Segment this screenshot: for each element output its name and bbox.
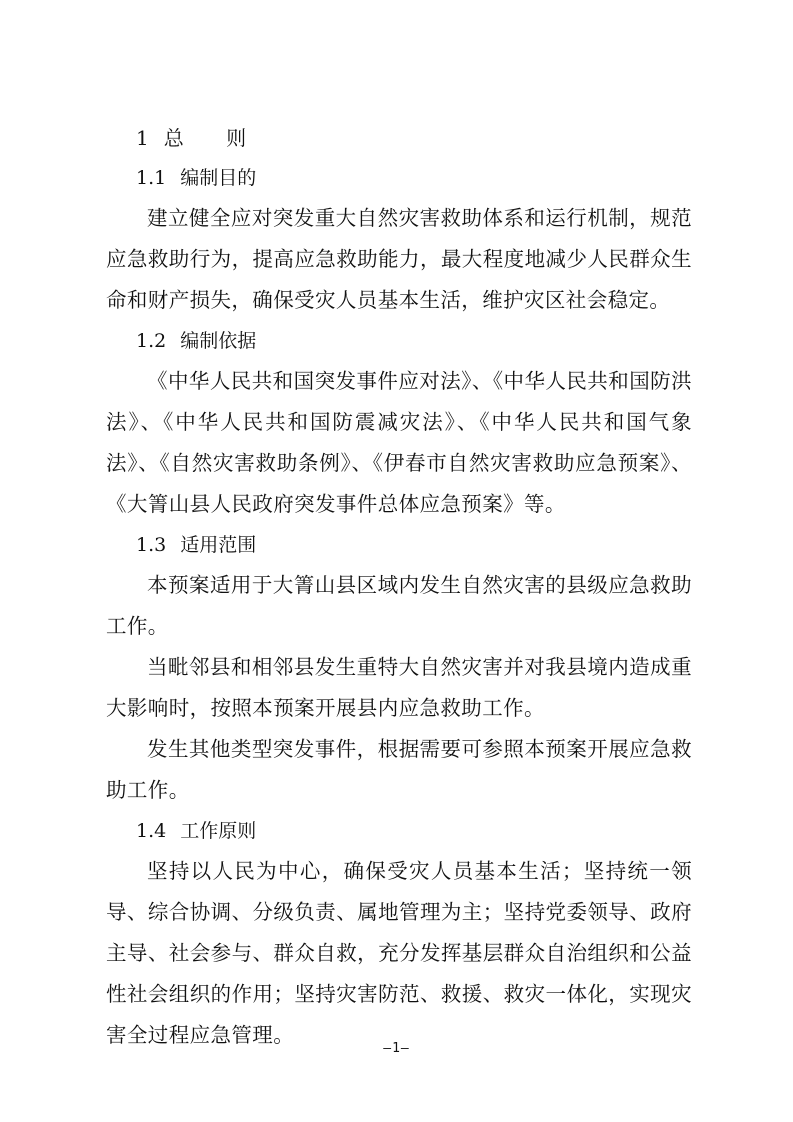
- subsection-heading-1-3: [106, 525, 692, 565]
- paragraph-purpose: 建立健全应对突发重大自然灾害救助体系和运行机制，规范应急救助行为，提高应急救助能力，最大程度地减少人民群众生命和财产损失，确保受灾人员基本生活，维护灾区社会稳定。: [106, 206, 692, 312]
- section-title: 总 则: [163, 126, 265, 150]
- paragraph-principles: 坚持以人民为中心，确保受灾人员基本生活；坚持统一领导、综合协调、分级负责、属地管理为主；坚持党委领导、政府主导、社会参与、群众自救，充分发挥基层群众自治组织和公益性社会组织的作用；坚持灾害防范、救援、救灾一体化，实现灾害全过程应急管理。: [106, 859, 692, 1047]
- subsection-number: 1.1: [136, 167, 167, 189]
- subsection-title: 编制依据: [180, 330, 257, 352]
- document-body: [106, 118, 692, 1056]
- subsection-title: 工作原则: [180, 820, 257, 842]
- subsection-number: 1.4: [136, 820, 167, 842]
- subsection-heading-1-1: [106, 158, 692, 198]
- section-number: 1: [136, 126, 150, 150]
- paragraph-scope-1: 本预案适用于大箐山县区域内发生自然灾害的县级应急救助工作。: [106, 573, 692, 638]
- subsection-number: 1.3: [136, 534, 167, 556]
- subsection-heading-1-4: [106, 811, 692, 851]
- paragraph-scope-3: 发生其他类型突发事件，根据需要可参照本预案开展应急救助工作。: [106, 737, 692, 802]
- paragraph-scope-2: 当毗邻县和相邻县发生重特大自然灾害并对我县境内造成重大影响时，按照本预案开展县内应急救助工作。: [106, 655, 692, 720]
- section-heading-1: [106, 118, 692, 158]
- subsection-number: 1.2: [136, 330, 167, 352]
- subsection-title: 编制目的: [180, 167, 257, 189]
- paragraph-basis: 《中华人民共和国突发事件应对法》、《中华人民共和国防洪法》、《中华人民共和国防震减灾法》、《中华人民共和国气象法》、《自然灾害救助条例》、《伊春市自然灾害救助应急预案》、《大箐山县人民政府突发事件总体应急预案》等。: [106, 369, 692, 516]
- subsection-title: 适用范围: [180, 534, 257, 556]
- page-number: —1—: [383, 1041, 410, 1056]
- subsection-heading-1-2: [106, 321, 692, 361]
